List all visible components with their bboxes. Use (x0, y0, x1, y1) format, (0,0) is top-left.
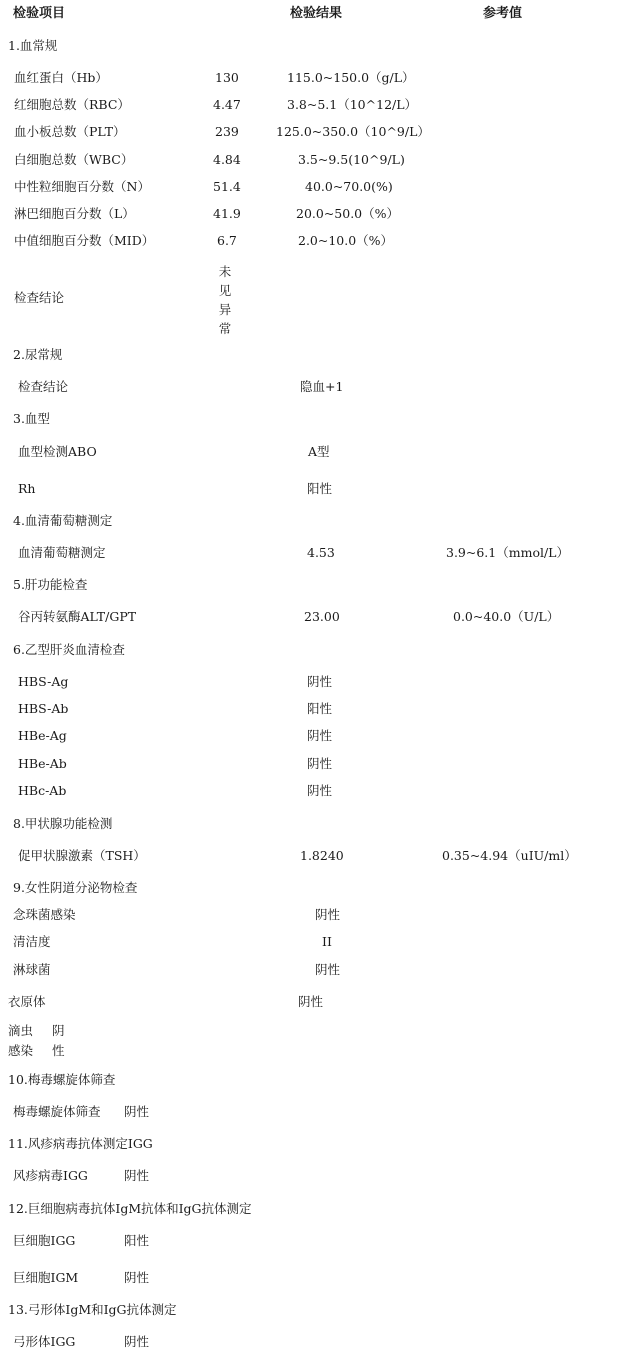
row-value: 阳性 (124, 1233, 150, 1248)
row-label: HBe-Ab (18, 756, 67, 771)
section-blood-type: 3.血型 (13, 411, 50, 426)
row-label: 检查结论 (18, 379, 69, 394)
row-reference: 3.8~5.1（10^12/L） (287, 97, 418, 112)
row-value: 阴性 (315, 962, 341, 977)
row-value: 阴性 (307, 674, 333, 689)
row-reference: 40.0~70.0(%) (305, 179, 393, 194)
section-vaginal: 9.女性阴道分泌物检查 (13, 880, 138, 895)
row-label: 血红蛋白（Hb） (14, 70, 108, 85)
row-label: 白细胞总数（WBC） (14, 152, 134, 167)
header-reference: 参考值 (483, 6, 523, 21)
row-reference: 3.5~9.5(10^9/L) (298, 152, 405, 167)
section-urine: 2.尿常规 (13, 347, 63, 362)
row-label: 梅毒螺旋体筛查 (13, 1104, 101, 1119)
row-label: HBS-Ab (18, 701, 69, 716)
row-label: 清洁度 (13, 934, 51, 949)
row-value: 阴 (52, 1023, 65, 1038)
row-label: 血型检测ABO (18, 444, 97, 459)
section-thyroid: 8.甲状腺功能检测 (13, 816, 113, 831)
row-value: 239 (215, 124, 239, 139)
row-value: 4.53 (307, 545, 335, 560)
row-label: 滴虫 (8, 1023, 34, 1038)
row-label: 巨细胞IGG (13, 1233, 76, 1248)
section-hepatitis: 6.乙型肝炎血清检查 (13, 642, 125, 657)
row-label: 感染 (8, 1043, 34, 1058)
row-reference: 3.9~6.1（mmol/L） (446, 545, 569, 560)
row-label: 风疹病毒IGG (13, 1168, 88, 1183)
row-value: 51.4 (213, 179, 241, 194)
section-rubella: 11.风疹病毒抗体测定IGG (8, 1136, 153, 1151)
section-toxoplasma: 13.弓形体IgM和IgG抗体测定 (8, 1302, 177, 1317)
row-label: 促甲状腺激素（TSH） (18, 848, 146, 863)
row-value: 阴性 (124, 1334, 150, 1349)
row-value: 4.47 (213, 97, 241, 112)
row-label: Rh (18, 481, 36, 496)
header-item: 检验项目 (13, 6, 66, 21)
row-label: 淋巴细胞百分数（L） (14, 206, 135, 221)
row-value: 41.9 (213, 206, 241, 221)
row-reference: 0.35~4.94（uIU/ml） (442, 848, 577, 863)
row-value: 阳性 (307, 481, 333, 496)
row-value: 4.84 (213, 152, 241, 167)
row-value: 1.8240 (300, 848, 344, 863)
row-label: 衣原体 (8, 994, 46, 1009)
row-value: 阴性 (315, 907, 341, 922)
section-cmv: 12.巨细胞病毒抗体IgM抗体和IgG抗体测定 (8, 1201, 252, 1216)
row-value: II (322, 934, 332, 949)
header-result: 检验结果 (290, 6, 343, 21)
section-blood-routine: 1.血常规 (8, 38, 58, 53)
row-label: 检查结论 (14, 290, 65, 305)
row-reference: 2.0~10.0（%） (298, 233, 394, 248)
row-label: 巨细胞IGM (13, 1270, 79, 1285)
row-value: 阴性 (124, 1104, 150, 1119)
row-label: HBS-Ag (18, 674, 69, 689)
row-value: 阴性 (307, 728, 333, 743)
row-label: 中值细胞百分数（MID） (14, 233, 155, 248)
row-reference: 0.0~40.0（U/L） (453, 609, 560, 624)
row-label: 念珠菌感染 (13, 907, 76, 922)
row-reference: 115.0~150.0（g/L） (287, 70, 415, 85)
row-value: 未见异常 (218, 264, 232, 336)
row-label: HBe-Ag (18, 728, 67, 743)
row-value: 6.7 (217, 233, 237, 248)
row-label: 弓形体IGG (13, 1334, 76, 1349)
row-value: 性 (52, 1043, 65, 1058)
row-value: 阴性 (124, 1270, 150, 1285)
row-label: 中性粒细胞百分数（N） (14, 179, 150, 194)
row-value: 隐血+1 (300, 379, 344, 394)
row-label: 血小板总数（PLT） (14, 124, 126, 139)
row-label: 谷丙转氨酶ALT/GPT (18, 609, 137, 624)
section-glucose: 4.血清葡萄糖测定 (13, 513, 113, 528)
row-value: 阴性 (307, 783, 333, 798)
row-label: 红细胞总数（RBC） (14, 97, 130, 112)
row-value: 阴性 (124, 1168, 150, 1183)
section-syphilis: 10.梅毒螺旋体筛查 (8, 1072, 116, 1087)
section-liver: 5.肝功能检查 (13, 577, 88, 592)
row-value: 23.00 (304, 609, 340, 624)
row-label: HBc-Ab (18, 783, 67, 798)
row-reference: 20.0~50.0（%） (296, 206, 400, 221)
row-value: 阴性 (307, 756, 333, 771)
row-value: A型 (308, 444, 330, 459)
row-label: 血清葡萄糖测定 (18, 545, 106, 560)
row-value: 阴性 (298, 994, 324, 1009)
row-value: 阳性 (307, 701, 333, 716)
row-reference: 125.0~350.0（10^9/L） (276, 124, 430, 139)
row-value: 130 (215, 70, 239, 85)
row-label: 淋球菌 (13, 962, 51, 977)
